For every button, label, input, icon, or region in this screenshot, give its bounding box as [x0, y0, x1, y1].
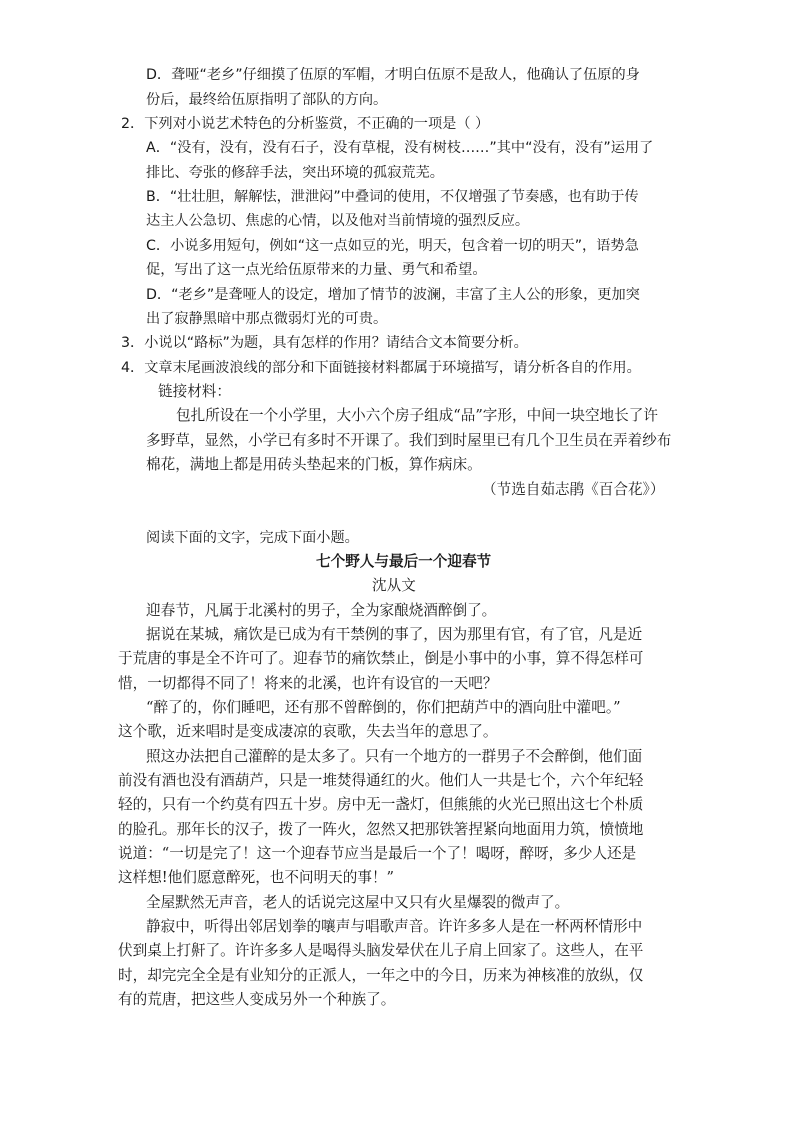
passage-line: 时，却完完全全是有业知分的正派人，一年之中的今日，历来为神核准的放纵，仅 [118, 967, 644, 984]
q2-option-c-line2: 促，写出了这一点光给伍原带来的力量、勇气和希望。 [146, 262, 487, 278]
q2-option-b-line1: B．“壮壮胆，解解怯，泄泄闷”中叠词的使用，不仅增强了节奏感，也有助于传 [146, 189, 639, 205]
passage-title: 七个野人与最后一个迎春节 [316, 553, 492, 570]
passage-line: 轻的，只有一个约莫有四五十岁。房中无一盏灯，但熊熊的火光已照出这七个朴质 [118, 796, 644, 813]
passage-line: 迎春节，凡属于北溪村的男子，全为家酿烧酒醉倒了。 [146, 602, 497, 619]
passage-line: 有的荒唐，把这些人变成另外一个种族了。 [118, 991, 396, 1008]
q1-option-d-line1: D．聋哑“老乡”仔细摸了伍原的军帽，才明白伍原不是敌人，他确认了伍原的身 [146, 67, 640, 83]
link-material-line: 包扎所设在一个小学里，大小六个房子组成“品”字形，中间一块空地长了许 [176, 407, 658, 424]
link-material-line: 多野草，显然，小学已有多时不开课了。我们到时屋里已有几个卫生员在弄着纱布 [146, 432, 672, 449]
question-3: 3．小说以“路标”为题，具有怎样的作用？请结合文本简要分析。 [121, 335, 528, 351]
passage-line: 静寂中，听得出邻居划拳的嚷声与唱歌声音。许许多多人是在一杯两杯情形中 [146, 918, 643, 935]
question-4: 4．文章末尾画波浪线的部分和下面链接材料都属于环境描写，请分析各自的作用。 [121, 360, 641, 376]
passage-line: 前没有酒也没有酒葫芦，只是一堆焚得通红的火。他们人一共是七个，六个年纪轻 [118, 772, 644, 789]
q1-option-d-line2: 份后，最终给伍原指明了部队的方向。 [146, 92, 388, 108]
q2-option-a-line2: 排比、夸张的修辞手法，突出环境的孤寂荒芜。 [146, 165, 444, 181]
passage-line: 惜，一切都得不同了！将来的北溪，也许有设官的一天吧？ [118, 675, 498, 692]
passage-author: 沈从文 [372, 577, 416, 594]
q2-option-c-line1: C．小说多用短句，例如“这一点如豆的光，明天，包含着一切的明天”，语势急 [146, 238, 639, 254]
passage-line: 这样想!他们愿意醉死，也不问明天的事！” [118, 869, 395, 886]
passage-line: 说道：“一切是完了！这一个迎春节应当是最后一个了！喝呀，醉呀，多少人还是 [118, 845, 637, 862]
passage-line: 全屋默然无声音，老人的话说完这屋中又只有火星爆裂的微声了。 [146, 894, 570, 911]
link-material-line: 棉花，满地上都是用砖头垫起来的门板，算作病床。 [146, 456, 482, 473]
passage-line: 于荒唐的事是全不许可了。迎春节的痛饮禁止，倒是小事中的小事，算不得怎样可 [118, 650, 644, 667]
reading-instruction: 阅读下面的文字，完成下面小题。 [146, 530, 359, 546]
passage-line: 的脸孔。那年长的汉子，拨了一阵火，忽然又把那铁箸捏紧向地面用力筑，愤愤地 [118, 821, 644, 838]
question-2-stem: 2．下列对小说艺术特色的分析鉴赏，不正确的一项是（ ） [121, 116, 490, 132]
passage-line: 这个歌，近来唱时是变成凄凉的哀歌，失去当年的意思了。 [118, 723, 498, 740]
q2-option-d-line1: D．“老乡”是聋哑人的设定，增加了情节的波澜，丰富了主人公的形象，更加突 [146, 287, 640, 303]
q2-option-d-line2: 出了寂静黑暗中那点微弱灯光的可贵。 [146, 311, 388, 327]
passage-line: 照这办法把自己灌醉的是太多了。只有一个地方的一群男子不会醉倒，他们面 [146, 748, 643, 765]
q2-option-a-line1: A．“没有，没有，没有石子，没有草棍，没有树枝……”其中“没有，没有”运用了 [146, 140, 654, 156]
link-material-label: 链接材料： [158, 383, 231, 400]
link-material-source: （节选自茹志鹃《百合花》） [482, 481, 665, 498]
q2-option-b-line2: 达主人公急切、焦虑的心情，以及他对当前情境的强烈反应。 [146, 213, 530, 229]
passage-line: 据说在某城，痛饮是已成为有干禁例的事了，因为那里有官，有了官，凡是近 [146, 626, 643, 643]
passage-line: 伏到桌上打鼾了。许许多多人是喝得头脑发晕伏在儿子肩上回家了。这些人，在平 [118, 942, 644, 959]
passage-line: “醉了的，你们睡吧，还有那不曾醉倒的，你们把葫芦中的酒向肚中灌吧。” [146, 699, 621, 716]
